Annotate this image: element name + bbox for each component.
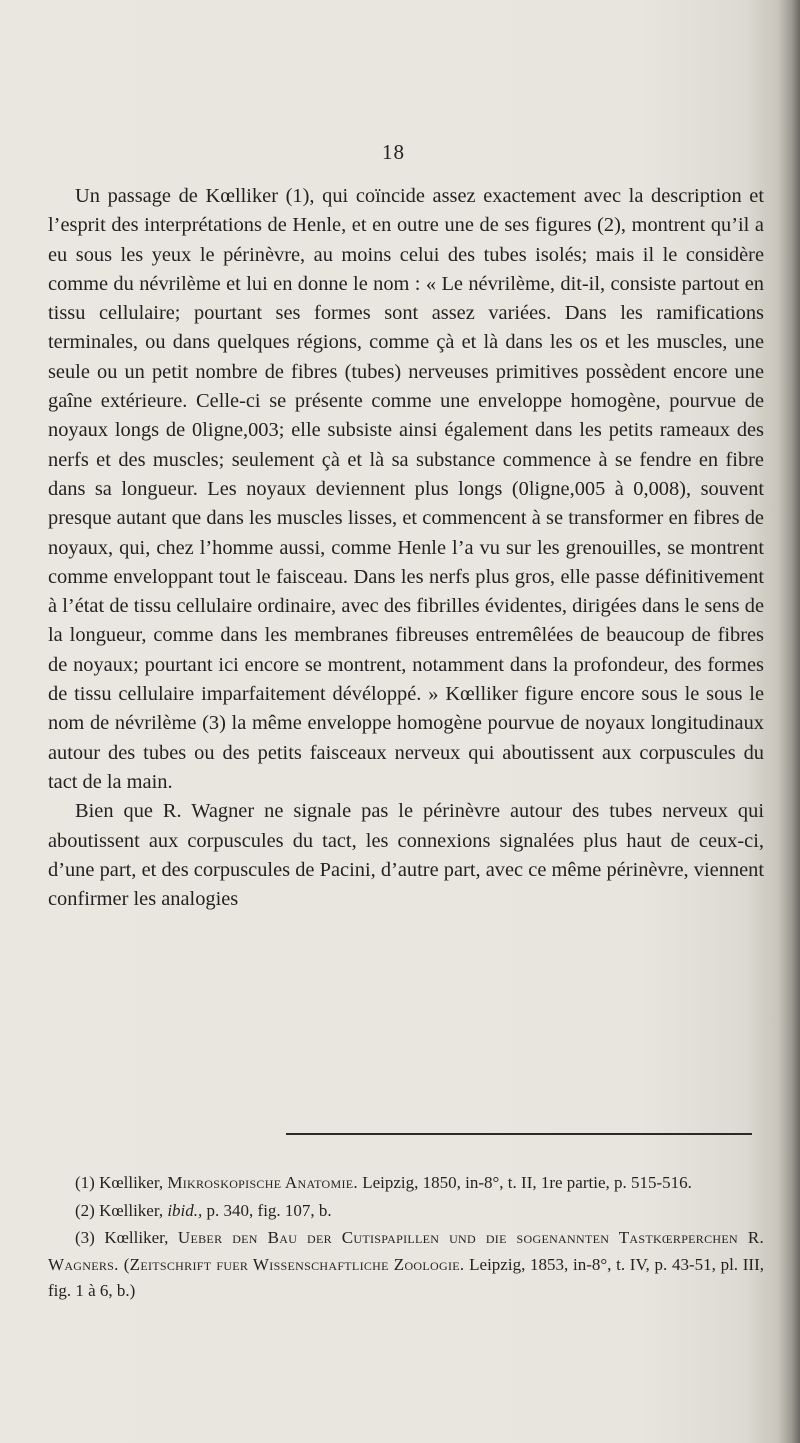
paragraph: Bien que R. Wagner ne signale pas le périnèvre autour des tubes nerveux qui aboutissent aux corpuscules du tact, les connexions signalées plus haut de ceux-ci, d’une part, et des corpuscules de Pacini, d’autre part, avec ce même périnèvre, viennent confirmer les analogies [48, 800, 764, 911]
footnote-separator [286, 1133, 752, 1135]
footnote [48, 1225, 764, 1305]
footnotes [48, 1170, 764, 1305]
footnote [48, 1198, 764, 1225]
footnote [48, 1170, 764, 1197]
footnote-author: Kœlliker, [99, 1200, 164, 1220]
footnote-marker: (1) [75, 1173, 95, 1192]
body-text [48, 182, 764, 914]
footnote-title: Ueber den Bau der Cutispapillen und die sogenannten Tastkœrperchen R. Wagners. (Zeitschrift fuer Wissenschaftliche Zoologie. [48, 1228, 765, 1274]
page-number: 18 [382, 140, 405, 164]
footnote-details: p. 340, fig. 107, b. [206, 1200, 332, 1220]
paragraph: Un passage de Kœlliker (1), qui coïncide assez exactement avec la description et l’esprit des interprétations de Henle, et en outre une de ses figures (2), montrent qu’il a eu sous les yeux le périnèvre, au moins celui des tubes isolés; mais il le considère comme du névrilème et lui en donne le nom : « Le névrilème, dit-il, consiste partout en tissu cellulaire; pourtant ses formes sont assez variées. Dans les ramifications terminales, ou dans quelques régions, comme çà et là dans les os et les muscles, une seule ou un petit nombre de fibres (tubes) nerveuses primitives possèdent encore une gaîne extérieure. Celle-ci se présente comme une enveloppe homogène, pourvue de noyaux longs de 0ligne,003; elle subsiste ainsi également dans les petits rameaux des nerfs et des muscles; seulement çà et là sa substance commence à se fendre en fibre dans sa longueur. Les noyaux deviennent plus longs (0ligne,005 à 0,008), souvent presque autant que dans les muscles lisses, et commencent à se transformer en fibres de noyaux, qui, chez l’homme aussi, comme Henle l’a vu sur les grenouilles, se montrent comme enveloppant tout le faisceau. Dans les nerfs plus gros, elle passe définitivement à l’état de tissu cellulaire ordinaire, avec des fibrilles évidentes, dirigées dans le sens de la longueur, comme dans les membranes fibreuses entremêlées de beaucoup de fibres de noyaux; pourtant ici encore se montrent, notamment dans la profondeur, des formes de tissu cellulaire imparfaitement dévéloppé. » Kœlliker figure encore sous le sous le nom de névrilème (3) la même enveloppe homogène pourvue de noyaux longitudinaux autour des tubes ou des petits faisceaux nerveux qui aboutissent aux corpuscules du tact de la main. [48, 185, 764, 793]
footnote-title: Mikroskopische Anatomie. [167, 1173, 358, 1192]
footnote-marker: (2) [75, 1200, 95, 1220]
footnote-details: Leipzig, 1850, in-8°, t. II, 1re partie, p. 515-516. [362, 1173, 692, 1192]
footnote-title: ibid., [167, 1200, 203, 1220]
footnote-marker: (3) [75, 1228, 95, 1247]
footnote-author: Kœlliker, [104, 1228, 169, 1247]
footnote-details: Leipzig, 1853, in-8°, t. IV, p. 43-51, pl. III, fig. 1 à 6, b.) [48, 1254, 765, 1300]
footnote-author: Kœlliker, [99, 1173, 164, 1192]
page-edge-shadow [778, 0, 800, 1443]
